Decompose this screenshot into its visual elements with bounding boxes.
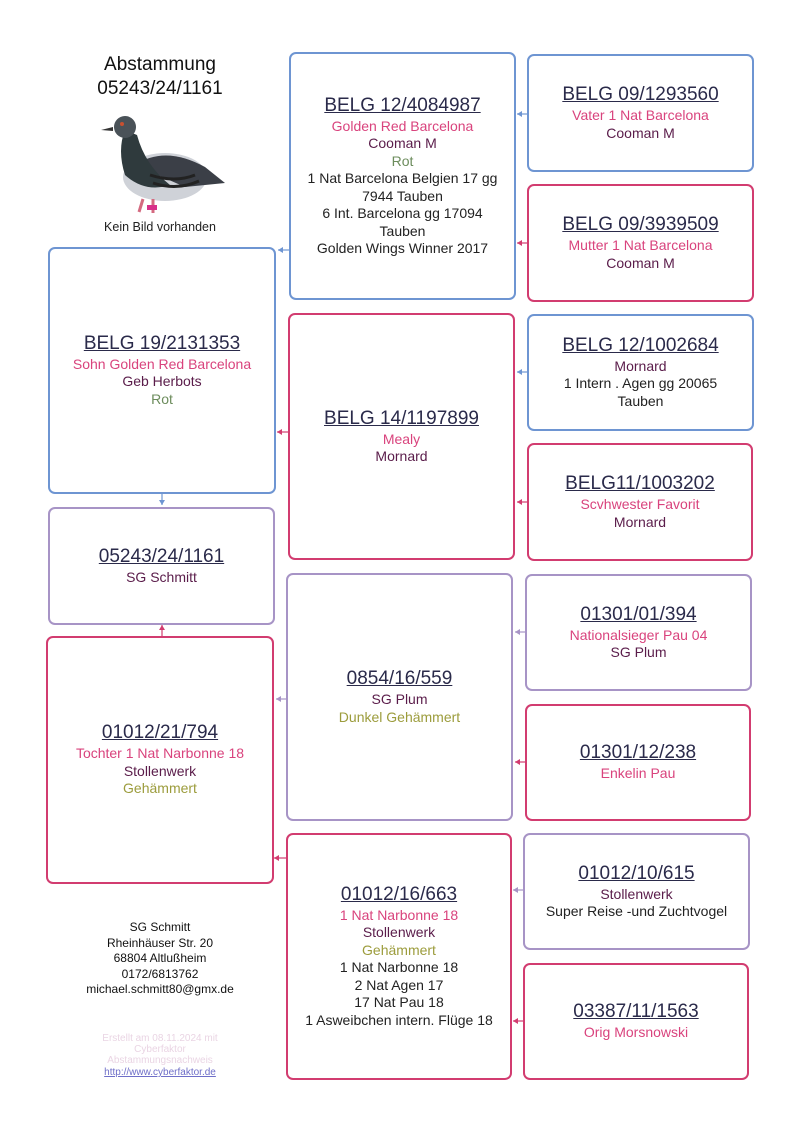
performance-line: 6 Int. Barcelona gg 17094 <box>322 205 483 221</box>
bird-name: Mealy <box>382 430 421 447</box>
ring-number: 01012/21/794 <box>101 722 219 744</box>
bird-name: Vater 1 Nat Barcelona <box>572 107 709 123</box>
ring-number: 01012/10/615 <box>578 862 695 884</box>
arrow-head <box>517 369 522 375</box>
ring-number: 01012/16/663 <box>340 883 458 905</box>
performance-line: Super Reise -und Zuchtvogel <box>545 903 728 919</box>
ring-number: 0854/16/559 <box>346 668 453 689</box>
footer-module: Abstammungsnachweis <box>107 1055 213 1066</box>
ring-number: BELG 09/1293560 <box>562 84 719 105</box>
breeder-name: Stollenwerk <box>123 762 197 779</box>
footer-software: Cyberfaktor <box>134 1044 186 1055</box>
breeder-name: Geb Herbots <box>122 373 202 390</box>
breeder-name: Stollenwerk <box>362 924 436 941</box>
feather-color: Gehämmert <box>123 780 197 797</box>
ring-number: BELG 19/2131353 <box>83 332 241 354</box>
footer-created: Erstellt am 08.11.2024 mit <box>102 1033 218 1044</box>
dam-card[interactable] <box>46 636 274 884</box>
ring-number: BELG 09/3939509 <box>562 214 719 235</box>
performance-line: 1 Intern . Agen gg 20065 <box>563 375 718 392</box>
bird-name: Scvhwester Favorit <box>580 496 700 512</box>
arrow-head <box>513 887 518 893</box>
bird-name: Nationalsieger Pau 04 <box>569 626 708 643</box>
bird-name: Sohn Golden Red Barcelona <box>72 355 252 372</box>
bird-name: Mutter 1 Nat Barcelona <box>568 237 713 253</box>
ring-number: BELG 12/1002684 <box>562 334 719 356</box>
breeder-name: Cooman M <box>606 124 675 141</box>
performance-line: 2 Nat Agen 17 <box>354 976 444 993</box>
footer-link[interactable]: http://www.cyberfaktor.de <box>104 1067 216 1078</box>
breeder-name: Cooman M <box>368 135 437 151</box>
dsd-card[interactable] <box>525 704 751 821</box>
bird-name: Tochter 1 Nat Narbonne 18 <box>75 745 245 762</box>
ring-number: BELG 14/1197899 <box>324 407 479 429</box>
contact-phone: 0172/6813762 <box>121 966 199 981</box>
arrow-head <box>159 500 165 505</box>
performance-line: Tauben <box>379 222 426 239</box>
ring-number: 01301/01/394 <box>580 603 697 625</box>
bird-name: Orig Morsnowski <box>583 1024 689 1041</box>
arrow-head <box>515 629 520 635</box>
contact-city: 68804 Altlußheim <box>113 951 207 965</box>
breeder-name: Cooman M <box>606 254 675 271</box>
subject-card[interactable] <box>48 507 275 625</box>
ssd-card[interactable] <box>527 184 754 302</box>
ring-number: 01301/12/238 <box>579 742 697 764</box>
dam-sire-card[interactable] <box>286 573 513 821</box>
arrow-head <box>277 429 282 435</box>
arrow-head <box>276 696 281 702</box>
pedigree-title: Abstammung <box>104 54 216 75</box>
bird-name: 1 Nat Narbonne 18 <box>339 906 459 923</box>
sire-dam-card[interactable] <box>288 313 515 560</box>
arrow-head <box>515 759 520 765</box>
feather-color: Rot <box>391 152 414 169</box>
sds-card[interactable] <box>527 314 754 431</box>
feather-color: Gehämmert <box>362 941 436 958</box>
arrow-head <box>517 240 522 246</box>
ring-number: BELG11/1003202 <box>565 473 715 494</box>
breeder-name: Stollenwerk <box>600 885 673 902</box>
arrow-head <box>513 1018 518 1024</box>
arrow-head <box>159 625 165 630</box>
pedigree-ring-number: 05243/24/1161 <box>97 78 223 99</box>
breeder-name: SG Plum <box>610 644 667 660</box>
feather-color: Dunkel Gehämmert <box>338 708 461 725</box>
performance-line: 1 Asweibchen intern. Flüge 18 <box>305 1011 493 1028</box>
performance-line: 1 Nat Barcelona Belgien 17 gg <box>307 170 498 186</box>
contact-name: SG Schmitt <box>129 920 191 934</box>
breeder-name: SG Schmitt <box>126 568 197 585</box>
ring-number: 05243/24/1161 <box>98 545 225 567</box>
bird-name: Enkelin Pau <box>600 765 676 782</box>
breeder-name: Mornard <box>613 513 667 530</box>
no-image-caption: Kein Bild vorhanden <box>104 220 216 234</box>
contact-street: Rheinhäuser Str. 20 <box>106 935 214 950</box>
breeder-name: Mornard <box>375 448 428 464</box>
breeder-name: Mornard <box>614 357 667 374</box>
dss-card[interactable] <box>525 574 752 691</box>
ddd-card[interactable] <box>523 963 749 1080</box>
contact-email: michael.schmitt80@gmx.de <box>86 982 234 996</box>
sire-sire-card[interactable] <box>289 52 516 300</box>
ring-number: BELG 12/4084987 <box>324 94 481 116</box>
performance-line: 17 Nat Pau 18 <box>354 994 444 1011</box>
performance-line: 7944 Tauben <box>362 187 443 204</box>
performance-line: 1 Nat Narbonne 18 <box>339 959 459 976</box>
dam-dam-card[interactable] <box>286 833 512 1080</box>
performance-line: Tauben <box>617 392 664 409</box>
dds-card[interactable] <box>523 833 750 950</box>
feather-color: Rot <box>151 390 173 407</box>
arrow-head <box>274 855 279 861</box>
breeder-name: SG Plum <box>371 691 428 707</box>
sire-card[interactable] <box>48 247 276 494</box>
sdd-card[interactable] <box>527 443 753 561</box>
arrow-head <box>278 247 283 253</box>
performance-line: Golden Wings Winner 2017 <box>316 240 489 256</box>
arrow-head <box>517 499 522 505</box>
sss-card[interactable] <box>527 54 754 172</box>
ring-number: 03387/11/1563 <box>573 1001 699 1023</box>
bird-name: Golden Red Barcelona <box>331 117 474 134</box>
arrow-head <box>517 111 522 117</box>
